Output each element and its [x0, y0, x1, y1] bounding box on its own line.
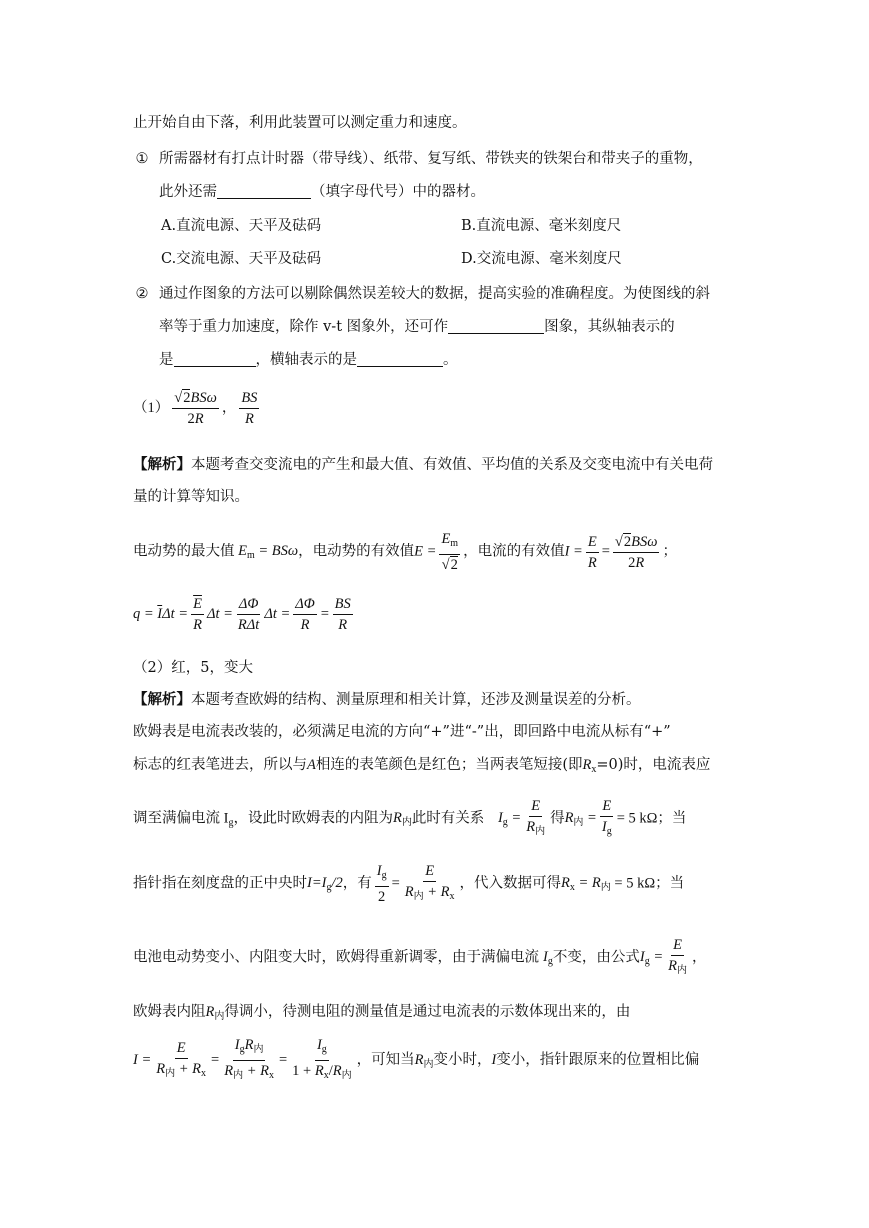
formula: $\frac{E}{R_内}$	[526, 798, 546, 837]
text: 指针指在刻度盘的正中央时	[133, 875, 307, 892]
question-1	[133, 149, 703, 169]
variable: $R_内$	[205, 1004, 225, 1022]
answer-1	[133, 388, 262, 428]
formula: $\frac{I_g}{1 + R_x/R_内}$	[292, 1037, 352, 1081]
formula: $I=I_g/2$	[307, 875, 343, 894]
option-c: C.交流电源、天平及砝码	[161, 251, 322, 267]
label: 【解析】	[133, 691, 191, 708]
answer-blank[interactable]	[448, 317, 544, 334]
emf-line: 电动势的最大值 $E_m = BS\omega$，电动势的有效值E = $\frac{E_m}{√2}$ ，电流的有效值I = $\frac{E}{R}$ = $\frac{\text{√2BSω}}{2R}$ ；	[133, 531, 677, 573]
formula: $\frac{I_g}{2}$	[376, 863, 387, 905]
question-1-cont	[159, 182, 485, 202]
formula: $I_g$ =	[497, 810, 522, 829]
formula: $\frac{E}{R_内}$	[668, 937, 687, 976]
text: 电池电动势变小、内阻变大时，欧姆得重新调零，由于满偏电流	[133, 949, 539, 966]
text: 此外还需	[159, 184, 217, 200]
analysis-2	[133, 690, 641, 710]
circled-number: ②	[135, 286, 149, 302]
formula: = 5 kΩ	[610, 875, 656, 892]
formula: $\frac{E_m}{√2}$	[441, 531, 459, 573]
text: 是	[159, 352, 174, 368]
formula: = 5 kΩ	[616, 810, 658, 827]
text: 变小，指针跟原来的位置相比偏	[496, 1051, 700, 1068]
text: 率等于重力加速度，除作 v-t 图象外，还可作	[159, 319, 449, 335]
analysis-1	[133, 455, 713, 475]
text: 相连的表笔颜色是红色；当两表笔短接(即	[315, 757, 583, 773]
text: ；	[662, 543, 677, 560]
paragraph-line	[133, 936, 706, 982]
text: 变小时，	[433, 1051, 492, 1068]
answer-2: （2）红，5，变大	[133, 660, 253, 676]
option-d: D.交流电源、毫米刻度尺	[461, 251, 622, 267]
label: 【解析】	[133, 456, 191, 473]
text: ，设此时欧姆表的内阻为	[233, 810, 393, 827]
text: ，	[221, 400, 237, 416]
text: 欧姆表内阻	[133, 1004, 206, 1020]
text: ，有	[342, 875, 372, 892]
paragraph-line: 调至满偏电流 $I_g$，设此时欧姆表的内阻为$R_内$此时有关系 $I_g$ = $\frac{E}{R_内}$ 得$R_内$ = $\frac{E}{I_g}$ = 5 kΩ；当	[133, 797, 686, 843]
text: 本题考查欧姆的结构、测量原理和相关计算，还涉及测量误差的分析。	[191, 692, 641, 708]
text: 。	[443, 352, 458, 368]
question-2	[133, 284, 710, 304]
option-b: B.直流电源、毫米刻度尺	[461, 218, 622, 234]
text: ，电流的有效值	[463, 543, 565, 560]
text: 得	[550, 810, 565, 827]
paragraph-line	[133, 755, 710, 780]
text: 此时有关系	[411, 810, 485, 827]
formula: $\frac{\text{√2BSω}}{2R}$	[174, 390, 217, 428]
formula: I =	[133, 1051, 152, 1068]
formula: E =	[414, 543, 437, 560]
formula: $I_g$ =	[639, 949, 664, 968]
formula: $\frac{E}{I_g}$	[601, 798, 612, 837]
formula: $R_内$ =	[564, 810, 597, 829]
text: ，横轴表示的是	[255, 352, 357, 368]
text: ，可知当	[356, 1051, 415, 1068]
text: ；当	[657, 810, 687, 827]
text: 所需器材有打点计时器（带导线）、纸带、复写纸、带铁夹的铁架台和带夹子的重物，	[159, 151, 703, 167]
paragraph-line: 指针指在刻度盘的正中央时$I=I_g/2$，有 $\frac{I_g}{2}$ = $\frac{E}{R_内 + R_x}$ ，代入数据可得$R_x = R_内 = 5$ kΩ；当	[133, 863, 685, 905]
text: ，电动势的有效值	[298, 543, 415, 560]
text: 得调小，待测电阻的测量值是通过电流表的示数体现出来的，由	[224, 1004, 631, 1020]
formula: $\frac{BS}{R}$	[241, 390, 258, 428]
answer-blank[interactable]	[217, 182, 311, 199]
text: ，	[691, 949, 707, 966]
text: 电动势的最大值	[133, 543, 235, 560]
text: 图象，其纵轴表示的	[544, 319, 675, 335]
text: ；当	[655, 875, 685, 892]
option-a: A.直流电源、天平及砝码	[161, 218, 322, 234]
variable: $R_内$	[392, 810, 412, 829]
variable: A	[307, 757, 316, 773]
formula: I =	[564, 543, 583, 560]
formula: $\frac{E}{R}$	[587, 533, 597, 571]
formula: $\frac{I_gR_内}{R_内 + R_x}$	[224, 1037, 274, 1081]
paragraph-line: 欧姆表是电流表改装的，必须满足电流的方向“+”进“-”出，即回路中电流从标有“+”	[133, 724, 671, 740]
text: 调至满偏电流 I	[133, 810, 229, 827]
variable: $R_x$	[582, 757, 597, 775]
text: 不变，由公式	[552, 949, 640, 966]
text-line: 止开始自由下落，利用此装置可以测定重力和速度。	[133, 115, 467, 131]
text: 通过作图象的方法可以剔除偶然误差较大的数据，提高实验的准确程度。为使图线的斜	[159, 286, 710, 302]
question-2-cont2	[159, 350, 458, 370]
formula: $E_m = BS\omega$	[238, 543, 299, 562]
formula: $\frac{E}{R_内 + R_x}$	[404, 863, 455, 902]
text: =0)时，电流表应	[596, 757, 711, 773]
answer-blank[interactable]	[357, 350, 443, 367]
charge-formula: $q = \overline{I}\Delta t$ = $\frac{\overline{E}}{R}$ Δt = $\frac{\Delta\Phi}{\text{RΔt}}$ Δt = $\frac{\Delta\Phi}{R}$ = $\frac{BS}{R}$	[133, 596, 351, 634]
label: （1）	[133, 400, 170, 416]
variable: $R_内$	[414, 1051, 434, 1070]
answer-blank[interactable]	[174, 350, 256, 367]
paragraph-line	[133, 1002, 630, 1027]
formula: $\frac{\text{√2BSω}}{2R}$	[614, 533, 658, 571]
text: 标志的红表笔进去，所以与	[133, 757, 307, 773]
variable: I	[491, 1051, 497, 1068]
circled-number: ①	[135, 151, 149, 167]
paragraph-line: I = $\frac{E}{R_内 + R_x}$ = $\frac{I_gR_内}{R_内 + R_x}$ = $\frac{I_g}{1 + R_x/R_内}$ ，可知当$R_内$变小时，I变小，指针跟原来的位置相比偏	[133, 1036, 699, 1085]
text: ，代入数据可得	[459, 875, 562, 892]
analysis-1-cont: 量的计算等知识。	[133, 489, 249, 505]
question-2-cont	[159, 317, 675, 337]
formula: $\frac{E}{R_内 + R_x}$	[156, 1039, 207, 1079]
variable: $I_g$	[543, 949, 553, 968]
formula: $R_x = R_内$	[561, 875, 611, 894]
text: （填字母代号）中的器材。	[311, 184, 485, 200]
text: 本题考查交变流电的产生和最大值、有效值、平均值的关系及交变电流中有关电荷	[191, 457, 713, 473]
